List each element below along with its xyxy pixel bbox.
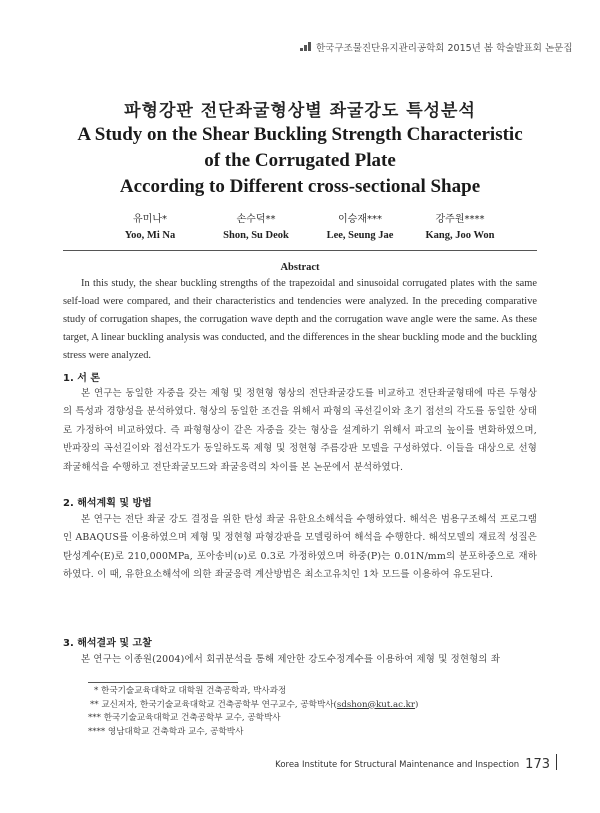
section-body: 본 연구는 동일한 자중을 갖는 제형 및 정현형 형상의 전단좌굴강도를 비교하고 전단좌굴형태에 따른 두형상의 특성과 경향성을 분석하였다. 형상의 동일한 조건을 위해서 파형의 곡선길이와 초기 접선의 각도를 동일한 상태로 가정하여 비교하였다. 즉 파형형상이 같은 자중을 갖는 형상을 설계하기 위해서 파고의 높이를 변화하였으며, 반파장의 곡선길이와 접선각도가 동일하도록 제형 및 정현형 주름강판 모델을 구성하였다. 이들을 대상으로 선형좌굴해석을 수행하고 전단좌굴모드와 좌굴응력의 차이를 본 논문에서 분석하였다. xyxy=(63,388,537,473)
abstract-body: In this study, the shear buckling strengths of the trapezoidal and sinusoidal corrugated plates with the same self-load were compared, and their characteristics and tendencies were analyzed. In the preceding comparative study of corrugation shapes, the corrugation wave depth and the corrugation wave angle were the same. As these target, A linear buckling analysis was conducted, and the differences in the shear buckling mode and the buckling stress were analyzed. xyxy=(63,278,537,361)
author xyxy=(305,212,415,244)
author-english-name: Shon, Su Deok xyxy=(223,230,289,241)
author xyxy=(201,212,311,244)
footer-institute: Korea Institute for Structural Maintenance and Inspection xyxy=(275,760,520,770)
author-english-name: Lee, Seung Jae xyxy=(326,230,394,241)
author-korean-name: 강주원**** xyxy=(435,214,485,225)
section-body: 본 연구는 전단 좌굴 강도 결정을 위한 탄성 좌굴 유한요소해석을 수행하였다. 해석은 범용구조해석 프로그램인 ABAQUS를 이용하였으며 제형 및 정현형 파형강판을 모델링하여 해석을 수행한다. 해석모델의 재료적 성질은 탄성계수(E)로 210,000MPa, 포아송비(ν)로 0.3로 가정하였으며 하중(P)는 0.01N/mm의 분포하중으로 재하 하였다. 이 때, 유한요소해석에 의한 좌굴응력 계산방법은 최소고유치인 1차 모드를 이용하여 유도된다. xyxy=(63,514,537,581)
author-korean-name: 손수덕** xyxy=(236,214,276,225)
author-english-name: Yoo, Mi Na xyxy=(124,230,176,241)
page-footer xyxy=(275,754,557,772)
email-link[interactable]: sdshon@kut.ac.kr xyxy=(336,699,415,710)
section-heading: 1. 서 론 xyxy=(63,373,101,384)
footer-bar xyxy=(556,754,557,770)
title-english-line3: According to Different cross-sectional Shape xyxy=(119,176,481,197)
journal-header xyxy=(300,40,573,54)
footnote-text: ** 교신저자, 한국기술교육대학교 건축공학부 연구교수, 공학박사( xyxy=(90,699,337,710)
journal-name: 한국구조물진단유지관리공학회 2015년 봄 학술발표회 논문집 xyxy=(316,43,573,54)
title-korean: 파형강판 전단좌굴형상별 좌굴강도 특성분석 xyxy=(124,101,476,121)
journal-mark-icon xyxy=(300,42,312,52)
page-number: 173 xyxy=(525,757,550,772)
section-heading: 2. 해석계획 및 방법 xyxy=(63,498,152,509)
footnote-text: ) xyxy=(415,699,419,710)
footnote: * 한국기술교육대학교 대학원 건축공학과, 박사과정 xyxy=(94,686,287,696)
author xyxy=(95,212,205,244)
footnote-divider xyxy=(88,682,238,683)
abstract-heading: Abstract xyxy=(280,262,320,273)
author xyxy=(405,212,515,244)
footnote: **** 영남대학교 건축학과 교수, 공학박사 xyxy=(88,726,244,737)
footnotes xyxy=(88,685,538,739)
title-english-line2: of the Corrugated Plate xyxy=(204,150,396,171)
title-english-line1: A Study on the Shear Buckling Strength Characteristic xyxy=(77,124,523,145)
author-korean-name: 이승재*** xyxy=(338,214,382,225)
section-body: 본 연구는 이종원(2004)에서 회귀분석을 통해 제안한 강도수정계수를 이용하여 제형 및 정현형의 좌 xyxy=(81,654,501,665)
footnote: *** 한국기술교육대학교 건축공학부 교수, 공학박사 xyxy=(88,713,281,724)
header-divider xyxy=(63,250,537,251)
author-english-name: Kang, Joo Won xyxy=(425,230,495,241)
footnote xyxy=(88,699,538,713)
section-heading: 3. 해석결과 및 고찰 xyxy=(63,638,152,649)
author-korean-name: 유미나* xyxy=(133,214,167,225)
